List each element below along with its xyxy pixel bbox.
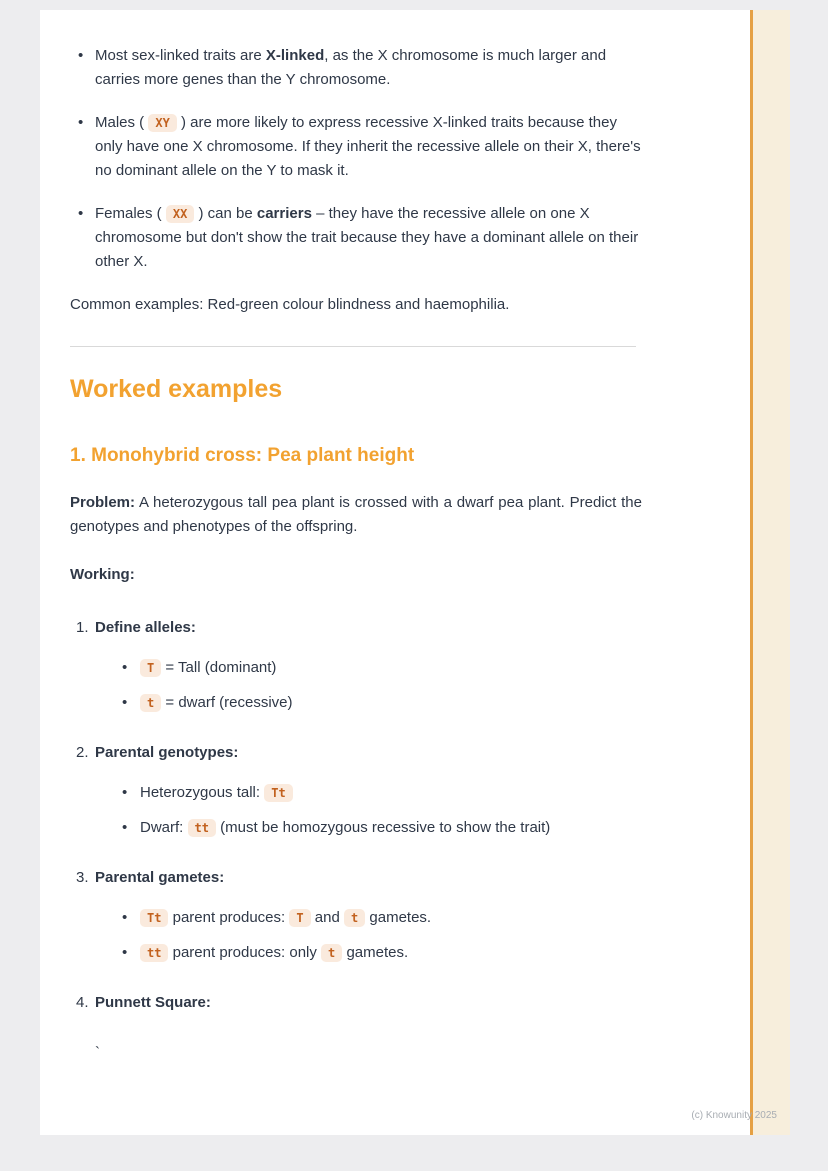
sub-bullet-item: • T = Tall (dominant) [115, 656, 642, 680]
step-number: 2. [76, 744, 89, 761]
step-label: Parental genotypes: [95, 744, 239, 761]
genotype-chip: T [289, 909, 310, 927]
step-item [70, 616, 642, 715]
genotype-chip: tt [140, 944, 168, 962]
bullet-item: • Females ( XX ) can be carriers – they have the recessive allele on one X chromosome but don't show the trait because they have a dominant allele on their other X. [70, 202, 642, 274]
step-sub-list [115, 906, 642, 965]
genotype-chip: Tt [264, 784, 292, 802]
monohybrid-cross-heading: 1. Monohybrid cross: Pea plant height [70, 445, 415, 466]
step-label: Define alleles: [95, 619, 196, 636]
section-divider [70, 346, 636, 347]
step-item [70, 741, 642, 840]
genotype-chip: tt [188, 819, 216, 837]
genotype-chip: XY [148, 114, 176, 132]
bullet-item: • Males ( XY ) are more likely to express recessive X-linked traits because they only have one X chromosome. If they inherit the recessive allele on their X, there's no dominant allele on the Y to mask it. [70, 111, 642, 183]
sex-linked-bullet-list [70, 44, 642, 274]
step-number: 3. [76, 869, 89, 886]
ribbon-strip [753, 10, 790, 1135]
problem-paragraph: Problem: A heterozygous tall pea plant is crossed with a dwarf pea plant. Predict the genotypes and phenotypes of the offspring. [70, 494, 642, 535]
bullet-item: • Most sex-linked traits are X-linked, as the X chromosome is much larger and carries more genes than the Y chromosome. [70, 44, 642, 92]
document-card [40, 10, 790, 1135]
ribbon-line [750, 10, 753, 1135]
sub-bullet-item: • Tt parent produces: T and t gametes. [115, 906, 642, 930]
working-steps-list [70, 616, 642, 1015]
common-examples-paragraph: Common examples: Red-green colour blindness and haemophilia. [70, 296, 510, 313]
genotype-chip: T [140, 659, 161, 677]
copyright-footer: (c) Knowunity 2025 [691, 1110, 777, 1121]
step-number: 4. [76, 994, 89, 1011]
bold-text: X-linked [265, 47, 325, 64]
step-sub-list [115, 656, 642, 715]
working-label: Working: [70, 566, 135, 583]
worked-examples-heading: Worked examples [70, 375, 283, 403]
genotype-chip: t [140, 694, 161, 712]
step-item [70, 866, 642, 965]
genotype-chip: t [321, 944, 342, 962]
step-label: Punnett Square: [95, 994, 211, 1011]
bold-text: Problem: [70, 494, 136, 511]
genotype-chip: t [344, 909, 365, 927]
backtick-text: ` [95, 1044, 100, 1061]
sub-bullet-item: • Dwarf: tt (must be homozygous recessive to show the trait) [115, 816, 642, 840]
bold-text: carriers [256, 205, 312, 222]
step-label: Parental gametes: [95, 869, 225, 886]
sub-bullet-item: • Heterozygous tall: Tt [115, 781, 642, 805]
step-item [70, 991, 642, 1015]
genotype-chip: XX [166, 205, 194, 223]
genotype-chip: Tt [140, 909, 168, 927]
sub-bullet-item: • tt parent produces: only t gametes. [115, 941, 642, 965]
step-number: 1. [76, 619, 89, 636]
document-content [70, 44, 642, 1065]
step-sub-list [115, 781, 642, 840]
sub-bullet-item: • t = dwarf (recessive) [115, 691, 642, 715]
